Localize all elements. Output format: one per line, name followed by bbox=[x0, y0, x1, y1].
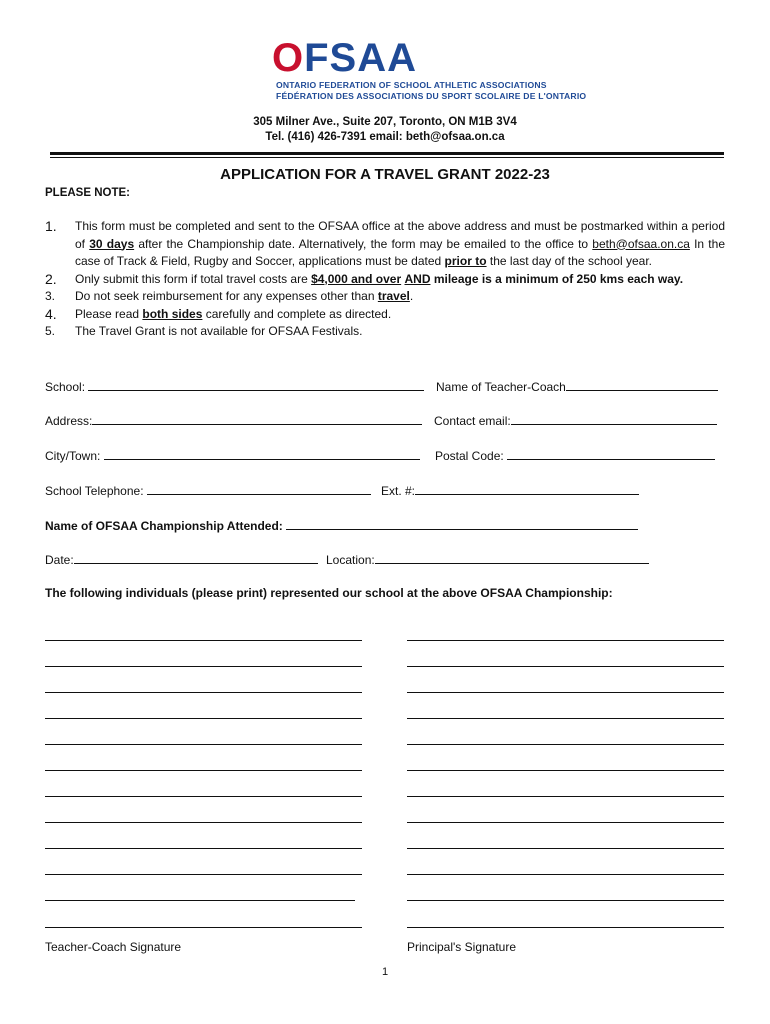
note-emphasis: $4,000 and over bbox=[311, 271, 402, 286]
address-line-1: 305 Milner Ave., Suite 207, Toronto, ON M1B 3V4 bbox=[253, 116, 517, 128]
postal-code-field bbox=[435, 447, 715, 463]
school-telephone-input[interactable] bbox=[147, 482, 371, 495]
contact-email-field bbox=[434, 412, 717, 428]
note-item-2 bbox=[45, 271, 725, 289]
extension-input[interactable] bbox=[415, 482, 639, 495]
participant-line-right[interactable] bbox=[407, 796, 724, 797]
note-item-1 bbox=[45, 218, 725, 271]
championship-input[interactable] bbox=[286, 517, 638, 530]
extension-field bbox=[381, 482, 639, 498]
address-input[interactable] bbox=[92, 412, 422, 425]
note-emphasis: prior to bbox=[444, 254, 487, 268]
participant-line-right[interactable] bbox=[407, 822, 724, 823]
teacher-coach-signature-line[interactable] bbox=[45, 927, 362, 928]
city-label: City/Town: bbox=[45, 449, 101, 463]
header-rule-thick bbox=[50, 152, 724, 155]
address-label: Address: bbox=[45, 414, 93, 428]
participant-line-right[interactable] bbox=[407, 718, 724, 719]
location-label: Location: bbox=[326, 553, 375, 567]
school-telephone-label: School Telephone: bbox=[45, 484, 144, 498]
principal-signature-line[interactable] bbox=[407, 927, 724, 928]
ofsaa-logo bbox=[272, 36, 587, 106]
participant-line-left[interactable] bbox=[45, 744, 362, 745]
note-text: Do not seek reimbursement for any expenses other than bbox=[75, 289, 378, 303]
page-number: 1 bbox=[381, 966, 389, 978]
note-number: 1. bbox=[45, 218, 57, 234]
logo-french-name: FÉDÉRATION DES ASSOCIATIONS DU SPORT SCOLAIRE DE L'ONTARIO bbox=[276, 91, 587, 101]
participant-line-right[interactable] bbox=[407, 770, 724, 771]
note-text: the last day of the school year. bbox=[486, 254, 652, 268]
note-emphasis: 30 days bbox=[89, 236, 135, 251]
date-field bbox=[45, 551, 318, 567]
please-note-label: PLEASE NOTE: bbox=[45, 187, 130, 199]
championship-label: Name of OFSAA Championship Attended: bbox=[45, 519, 283, 533]
participant-line-left[interactable] bbox=[45, 822, 362, 823]
note-item-5 bbox=[45, 323, 725, 341]
contact-email-input[interactable] bbox=[511, 412, 717, 425]
participant-line-left[interactable] bbox=[45, 796, 362, 797]
note-emphasis: travel bbox=[377, 289, 410, 303]
note-number: 5. bbox=[45, 324, 56, 338]
participant-line-right[interactable] bbox=[407, 640, 724, 641]
note-text: . bbox=[409, 289, 414, 303]
logo-wordmark bbox=[272, 38, 417, 78]
participant-line-right[interactable] bbox=[407, 692, 724, 693]
teacher-coach-field bbox=[436, 378, 718, 394]
participant-line-right[interactable] bbox=[407, 900, 724, 901]
participant-line-left[interactable] bbox=[45, 666, 362, 667]
note-number: 2. bbox=[45, 270, 57, 287]
note-number: 4. bbox=[45, 305, 57, 322]
participant-line-left[interactable] bbox=[45, 770, 362, 771]
championship-field bbox=[45, 517, 638, 533]
location-field bbox=[326, 551, 649, 567]
participant-line-left[interactable] bbox=[45, 848, 362, 849]
teacher-coach-signature-label: Teacher-Coach Signature bbox=[45, 940, 182, 954]
postal-code-input[interactable] bbox=[507, 447, 715, 460]
participant-line-left[interactable] bbox=[45, 900, 355, 901]
note-text: In the case of Track & Field, Rugby and Soccer, applications must be dated bbox=[75, 236, 725, 268]
note-item-4 bbox=[45, 306, 725, 324]
city-input[interactable] bbox=[104, 447, 420, 460]
school-field bbox=[45, 378, 424, 394]
participants-heading: The following individuals (please print) represented our school at the above OFSAA Championship: bbox=[45, 586, 613, 600]
teacher-coach-input[interactable] bbox=[566, 378, 718, 391]
participant-line-left[interactable] bbox=[45, 692, 362, 693]
note-item-3 bbox=[45, 288, 725, 306]
note-number: 3. bbox=[45, 289, 56, 303]
logo-wordmark-text: FSAA bbox=[304, 36, 418, 80]
participant-line-right[interactable] bbox=[407, 666, 724, 667]
date-input[interactable] bbox=[74, 551, 318, 564]
participant-line-left[interactable] bbox=[45, 718, 362, 719]
note-text: carefully and complete as directed. bbox=[202, 306, 392, 321]
school-telephone-field bbox=[45, 482, 371, 498]
logo-maple-leaf-o: O bbox=[272, 36, 305, 80]
address-field bbox=[45, 412, 422, 428]
location-input[interactable] bbox=[375, 551, 649, 564]
participant-line-left[interactable] bbox=[45, 640, 362, 641]
note-text: The Travel Grant is not available for OFSAA Festivals. bbox=[75, 324, 363, 338]
page-title: APPLICATION FOR A TRAVEL GRANT 2022-23 bbox=[220, 166, 550, 183]
school-input[interactable] bbox=[88, 378, 424, 391]
notes-list bbox=[45, 218, 725, 341]
teacher-coach-label: Name of Teacher-Coach bbox=[436, 380, 566, 394]
participant-line-right[interactable] bbox=[407, 744, 724, 745]
note-emphasis: mileage is a minimum of 250 kms each way. bbox=[430, 271, 684, 286]
note-text: Please read bbox=[75, 306, 143, 321]
principal-signature-label: Principal's Signature bbox=[407, 940, 517, 954]
note-text: This form must be completed and sent to the OFSAA office at the above address and must be postmarked within a period of bbox=[75, 219, 725, 251]
note-emphasis: AND bbox=[404, 271, 431, 286]
extension-label: Ext. #: bbox=[381, 484, 416, 498]
participant-line-right[interactable] bbox=[407, 874, 724, 875]
postal-code-label: Postal Code: bbox=[435, 449, 504, 463]
date-label: Date: bbox=[45, 553, 74, 567]
note-emphasis: both sides bbox=[142, 306, 203, 321]
participant-line-right[interactable] bbox=[407, 848, 724, 849]
logo-english-name: ONTARIO FEDERATION OF SCHOOL ATHLETIC ASSOCIATIONS bbox=[276, 80, 547, 90]
city-field bbox=[45, 447, 420, 463]
email-link[interactable]: beth@ofsaa.on.ca bbox=[592, 236, 690, 251]
school-label: School: bbox=[45, 380, 86, 394]
note-text: after the Championship date. Alternatively, the form may be emailed to the office to bbox=[134, 236, 593, 251]
contact-email-label: Contact email: bbox=[434, 414, 511, 428]
note-text: Only submit this form if total travel costs are bbox=[75, 271, 312, 286]
participant-line-left[interactable] bbox=[45, 874, 362, 875]
address-line-2: Tel. (416) 426-7391 email: beth@ofsaa.on.ca bbox=[265, 131, 505, 143]
header-rule-thin bbox=[50, 157, 724, 158]
